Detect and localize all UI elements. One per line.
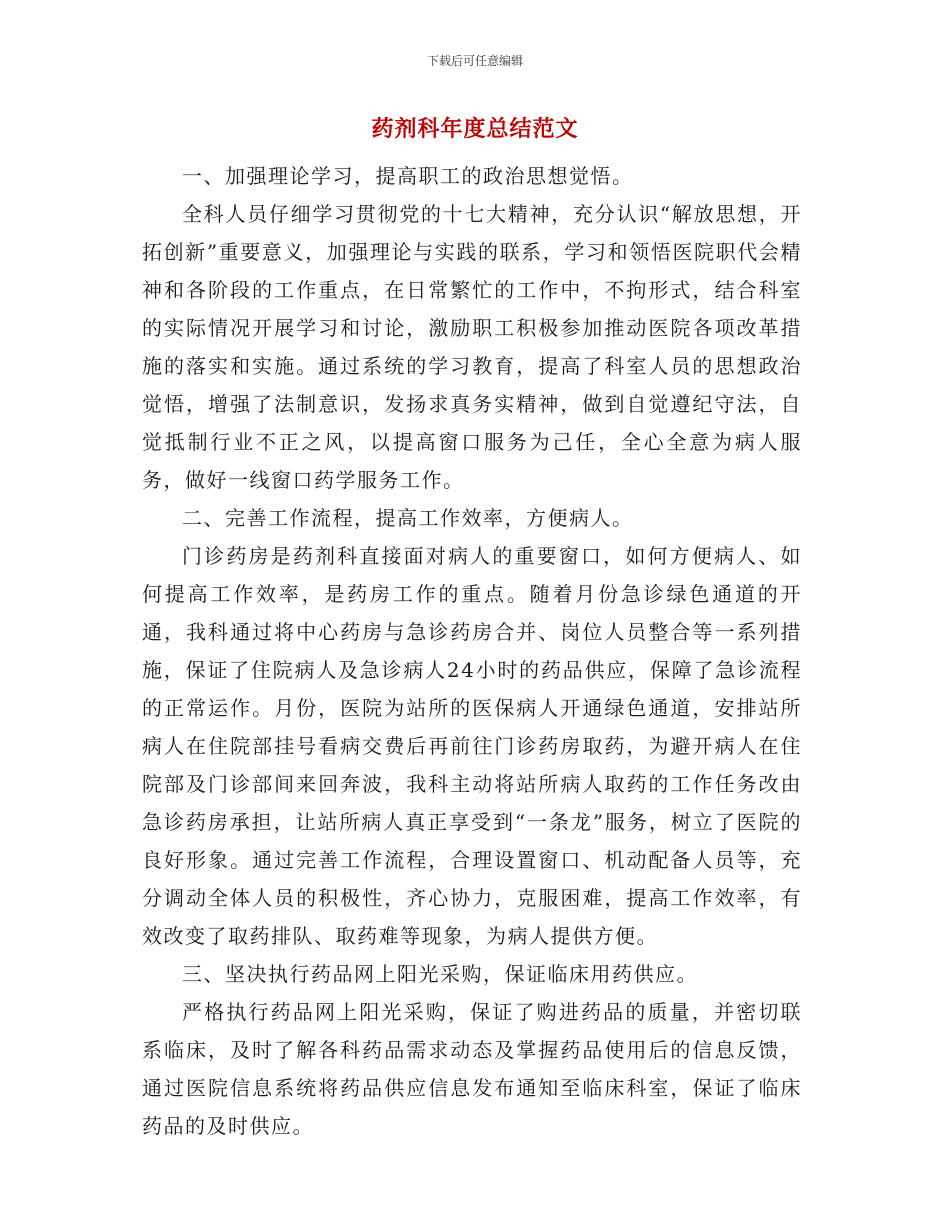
header-note: 下载后可任意编辑 <box>426 54 523 68</box>
document-title: 药剂科年度总结范文 <box>371 117 579 142</box>
section-heading-3: 三、坚决执行药品网上阳光采购，保证临床用药供应。 <box>182 962 698 986</box>
paragraph-3: 严格执行药品网上阳光采购，保证了购进药品的质量，并密切联系临床，及时了解各科药品需求动态及掌握药品使用后的信息反馈，通过医院信息系统将药品供应信息发布通知至临床科室，保证了临床药品的及时供应。 <box>142 1000 802 1138</box>
document-body <box>142 157 802 1145</box>
section-heading-1: 一、加强理论学习，提高职工的政治思想觉悟。 <box>182 164 634 188</box>
section-heading-2: 二、完善工作流程，提高工作效率，方便病人。 <box>182 506 634 530</box>
paragraph-1: 全科人员仔细学习贯彻党的十七大精神，充分认识“解放思想，开拓创新”重要意义，加强理论与实践的联系，学习和领悟医院职代会精神和各阶段的工作重点，在日常繁忙的工作中，不拘形式，结合科室的实际情况开展学习和讨论，激励职工积极参加推动医院各项改革措施的落实和实施。通过系统的学习教育，提高了科室人员的思想政治觉悟，增强了法制意识，发扬求真务实精神，做到自觉遵纪守法，自觉抵制行业不正之风，以提高窗口服务为己任，全心全意为病人服务，做好一线窗口药学服务工作。 <box>142 202 802 492</box>
paragraph-2: 门诊药房是药剂科直接面对病人的重要窗口，如何方便病人、如何提高工作效率，是药房工作的重点。随着月份急诊绿色通道的开通，我科通过将中心药房与急诊药房合并、岗位人员整合等一系列措施，保证了住院病人及急诊病人24小时的药品供应，保障了急诊流程的正常运作。月份，医院为站所的医保病人开通绿色通道，安排站所病人在住院部挂号看病交费后再前往门诊药房取药，为避开病人在住院部及门诊部间来回奔波，我科主动将站所病人取药的工作任务改由急诊药房承担，让站所病人真正享受到“一条龙”服务，树立了医院的良好形象。通过完善工作流程，合理设置窗口、机动配备人员等，充分调动全体人员的积极性，齐心协力，克服困难，提高工作效率，有效改变了取药排队、取药难等现象，为病人提供方便。 <box>142 544 802 948</box>
